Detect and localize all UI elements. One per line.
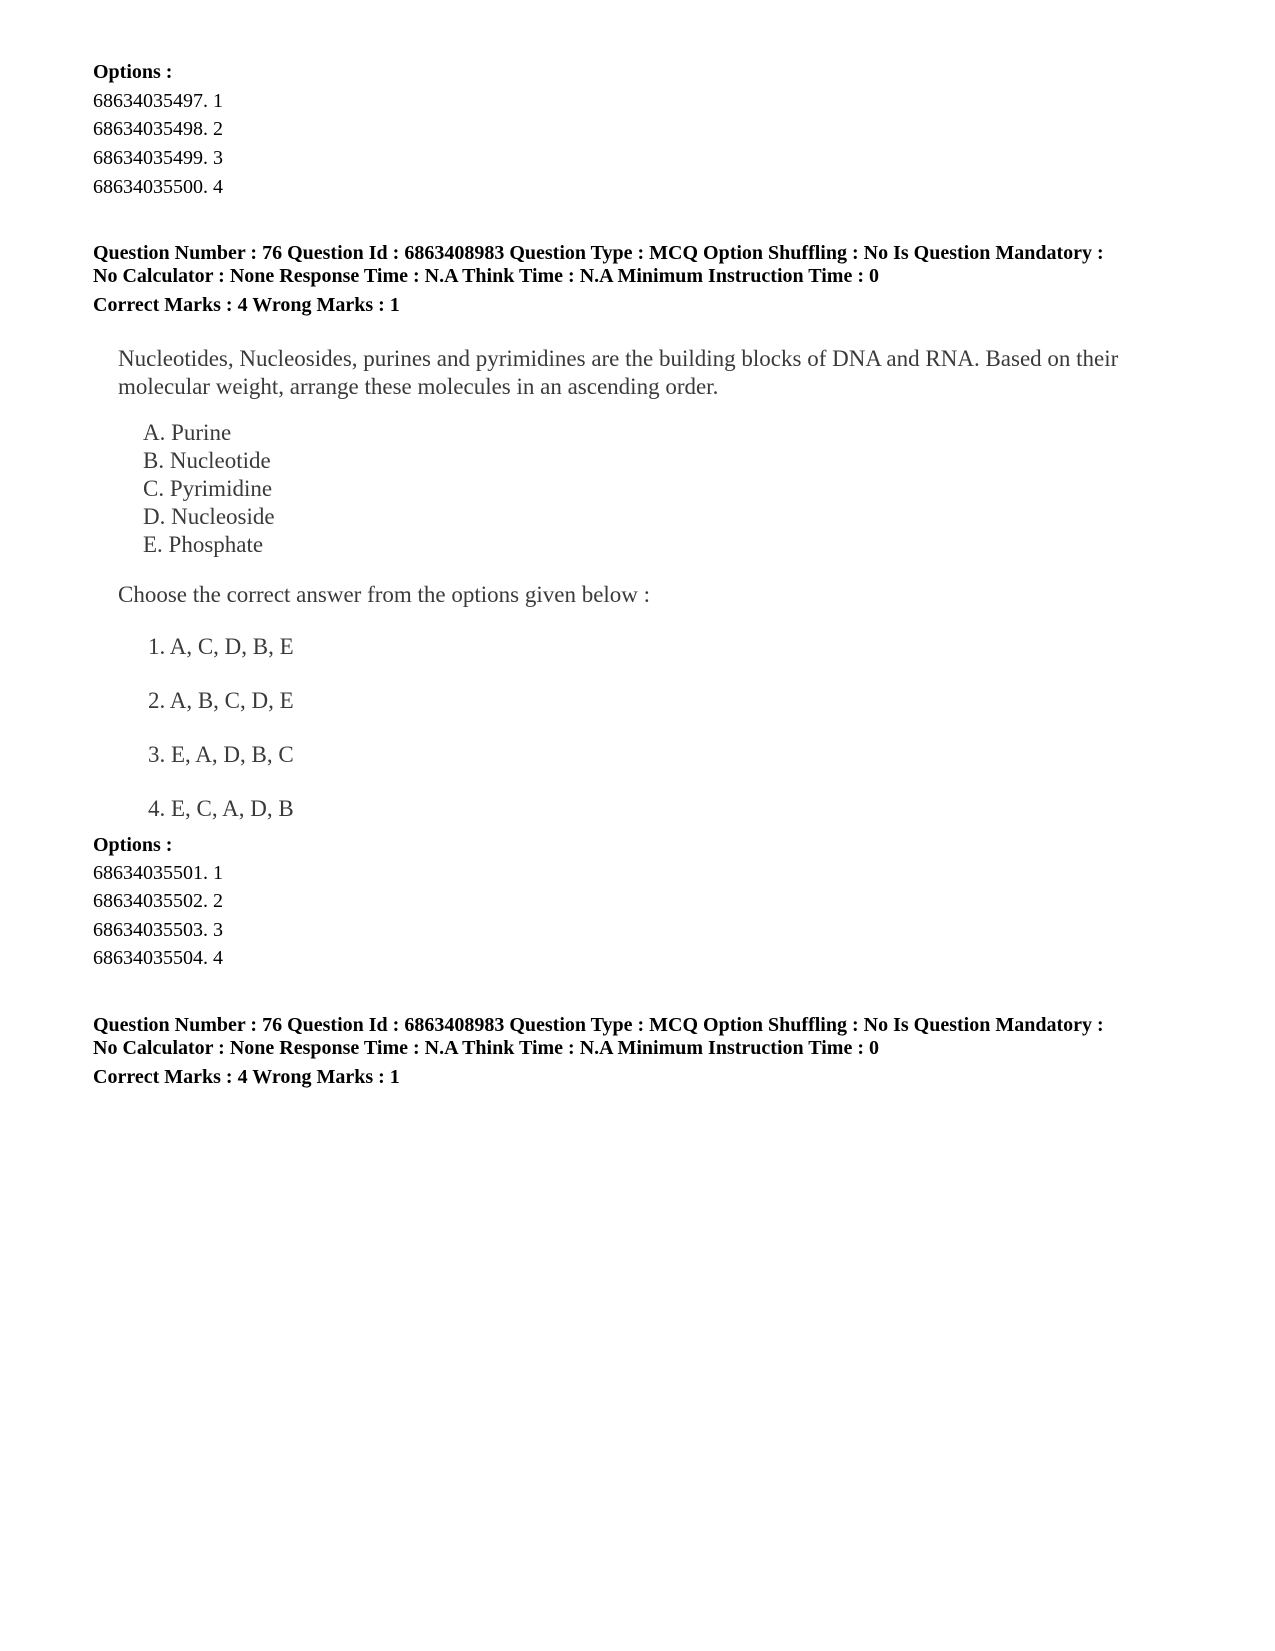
- option-item: 68634035503. 3: [93, 919, 223, 941]
- question-marks: Correct Marks : 4 Wrong Marks : 1: [93, 1066, 400, 1088]
- option-item: 68634035499. 3: [93, 147, 223, 169]
- answer-choice: 3. E, A, D, B, C: [148, 742, 294, 767]
- answer-list: [148, 633, 1188, 849]
- answer-choice: 2. A, B, C, D, E: [148, 688, 294, 713]
- options-heading: Options :: [93, 61, 173, 83]
- option-item: 68634035502. 2: [93, 890, 223, 912]
- question-header-line: Question Number : 76 Question Id : 6863408983 Question Type : MCQ Option Shuffling : No Is Question Mandatory :: [93, 1014, 1104, 1036]
- question-item: C. Pyrimidine: [143, 476, 273, 501]
- question-item-list: [143, 419, 1188, 559]
- option-item: 68634035498. 2: [93, 118, 223, 140]
- option-item: 68634035501. 1: [93, 862, 223, 884]
- question-header-line: Question Number : 76 Question Id : 6863408983 Question Type : MCQ Option Shuffling : No Is Question Mandatory :: [93, 242, 1104, 264]
- question-image: [118, 345, 1188, 849]
- option-item: 68634035500. 4: [93, 176, 223, 198]
- answer-choice: 1. A, C, D, B, E: [148, 634, 294, 659]
- question-item: D. Nucleoside: [143, 504, 275, 529]
- question-header-line: No Calculator : None Response Time : N.A Think Time : N.A Minimum Instruction Time : 0: [93, 1037, 879, 1059]
- question-marks: Correct Marks : 4 Wrong Marks : 1: [93, 294, 400, 316]
- question-item: E. Phosphate: [143, 532, 264, 557]
- choose-instruction: Choose the correct answer from the options given below :: [118, 582, 651, 607]
- question-text: Nucleotides, Nucleosides, purines and pyrimidines are the building blocks of DNA and RNA. Based on their molecular weight, arrange these molecules in an ascending order.: [118, 346, 1119, 399]
- question-header-line: No Calculator : None Response Time : N.A Think Time : N.A Minimum Instruction Time : 0: [93, 265, 879, 287]
- answer-choice: 4. E, C, A, D, B: [148, 796, 294, 821]
- option-item: 68634035504. 4: [93, 947, 223, 969]
- question-item: B. Nucleotide: [143, 448, 271, 473]
- option-item: 68634035497. 1: [93, 90, 223, 112]
- options-heading: Options :: [93, 834, 173, 856]
- question-item: A. Purine: [143, 420, 232, 445]
